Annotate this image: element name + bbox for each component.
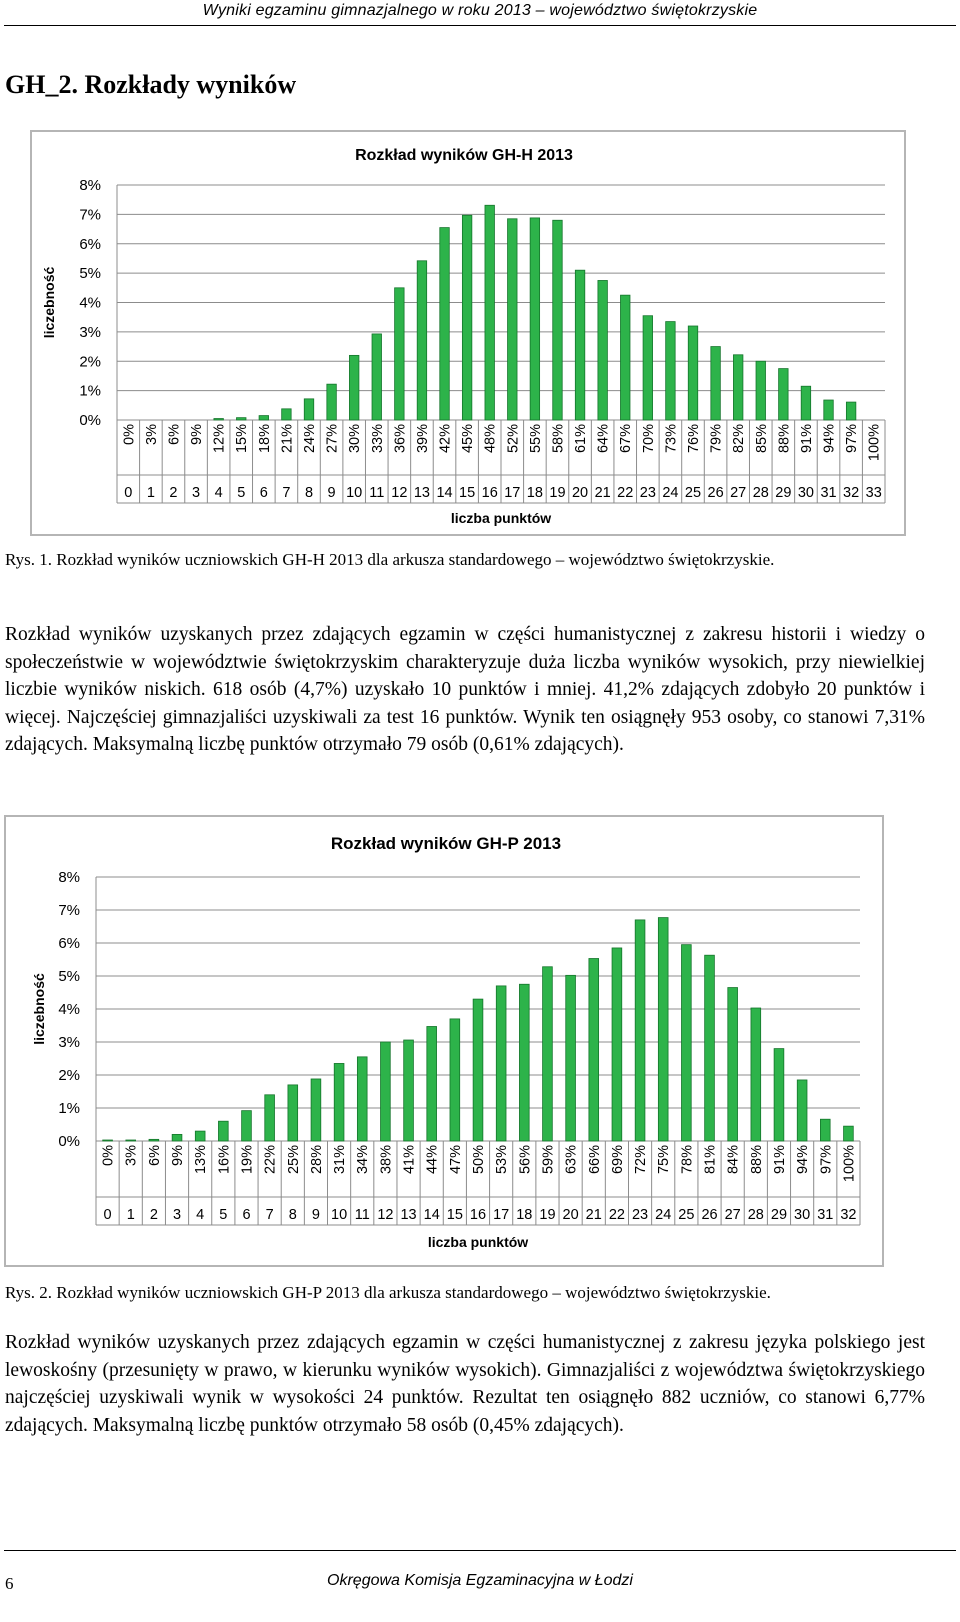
x-tick-label: 24 [662,485,679,501]
x-tick-label: 33 [865,485,882,501]
bar [440,228,449,420]
percent-tick-label: 48% [482,424,499,454]
percent-tick-label: 91% [771,1145,788,1175]
x-tick-label: 8 [304,485,314,501]
y-tick-label: 7% [58,902,80,919]
percent-tick-label: 97% [844,424,861,454]
percent-tick-label: 44% [424,1145,441,1175]
percent-tick-label: 100% [866,424,883,462]
percent-tick-label: 31% [332,1145,349,1175]
percent-tick-label: 88% [776,424,793,454]
x-tick-label: 29 [775,485,792,501]
footer-divider [4,1550,956,1551]
y-tick-label: 8% [58,869,80,886]
figure-2-text: Rozkład wyników uczniowskich GH-P 2013 dla arkusza standardowego – województwo świętokrzyskie. [56,1283,771,1302]
x-tick-label: 6 [259,485,268,501]
x-tick-label: 19 [539,1207,556,1223]
y-tick-label: 5% [58,968,80,985]
percent-tick-label: 53% [494,1145,511,1175]
x-tick-label: 23 [631,1207,649,1223]
percent-tick-label: 45% [460,424,477,454]
percent-tick-label: 0% [121,424,138,445]
percent-tick-label: 13% [193,1145,210,1175]
x-tick-label: 7 [282,485,291,501]
bar [635,920,645,1141]
bar [643,316,652,420]
figure-2-caption [5,1282,771,1304]
percent-tick-label: 64% [595,424,612,454]
y-tick-label: 6% [79,235,101,253]
percent-tick-label: 67% [618,424,635,454]
x-tick-label: 18 [526,485,543,501]
bar [756,361,765,420]
paragraph-gh-h: Rozkład wyników uzyskanych przez zdających egzamin w części humanistycznej z zakresu historii i wiedzy o społeczeństwie w województwie świętokrzyskim charakteryzuje duża liczba wyników wysokich, przy niewielkiej liczbie wyników niskich. 618 osób (4,7%) uzyskało 10 punktów i mniej. 41,2% zdających zdobyło 20 punktów i więcej. Najczęściej gimnazjaliści uzyskiwali za test 16 punktów. Wynik ten osiągnęły 953 osoby, co stanowi 7,31% zdających. Maksymalną liczbę punktów otrzymało 79 osób (0,61% zdających). [5,624,925,755]
x-tick-label: 11 [354,1207,370,1223]
bar [327,384,336,420]
bar [612,948,622,1141]
bar [149,1139,159,1141]
bar [372,334,381,420]
percent-tick-label: 9% [189,424,206,445]
percent-tick-label: 81% [702,1145,719,1175]
chart-gh-p [4,815,884,1267]
x-tick-label: 18 [516,1207,533,1223]
figure-1-label: Rys. 1. [5,550,53,569]
x-tick-label: 14 [423,1207,440,1223]
x-tick-label: 7 [265,1207,274,1223]
y-tick-label: 1% [58,1100,80,1117]
percent-tick-label: 72% [633,1145,650,1175]
y-tick-label: 7% [79,206,101,224]
y-axis-title: liczebność [41,266,57,339]
x-tick-label: 28 [752,485,769,501]
bar [824,400,833,420]
bar [214,419,223,420]
bar [218,1121,228,1141]
percent-tick-label: 70% [640,424,657,454]
bar [733,355,742,420]
y-tick-label: 2% [58,1067,80,1084]
y-tick-label: 6% [58,935,80,952]
x-tick-label: 10 [346,485,363,501]
x-tick-label: 15 [459,485,476,501]
x-tick-label: 15 [446,1207,463,1223]
percent-tick-label: 30% [347,424,364,454]
bar [779,369,788,420]
bar [543,967,553,1141]
percent-tick-label: 69% [609,1145,626,1175]
x-tick-label: 0 [124,485,133,501]
x-tick-label: 31 [820,485,837,501]
bar [311,1079,321,1141]
percent-tick-label: 50% [471,1145,487,1175]
bar [462,215,471,420]
bar [751,1008,761,1141]
percent-tick-label: 3% [143,424,160,445]
bar [485,205,494,420]
x-tick-label: 30 [797,485,815,501]
x-tick-label: 0 [103,1207,112,1223]
bar [658,918,668,1141]
percent-tick-label: 61% [573,424,590,454]
x-tick-label: 31 [817,1207,834,1223]
bar [259,416,268,420]
x-tick-label: 14 [436,485,453,501]
percent-tick-label: 27% [324,424,341,454]
x-tick-label: 27 [730,485,747,501]
x-tick-label: 13 [400,1207,417,1223]
bar [728,988,738,1141]
percent-tick-label: 6% [166,424,183,445]
bar [620,295,629,420]
y-tick-label: 8% [79,177,101,194]
percent-tick-label: 38% [378,1145,395,1175]
bar [265,1095,275,1141]
chart-title: Rozkład wyników GH-P 2013 [330,834,562,853]
x-tick-label: 30 [794,1207,811,1223]
bar [242,1111,252,1141]
bar [496,986,506,1141]
bar [427,1026,437,1141]
chart-gh-h [30,130,906,536]
bar [126,1140,136,1141]
x-tick-label: 32 [840,1207,857,1223]
x-tick-label: 2 [169,485,178,501]
percent-tick-label: 18% [256,424,273,454]
x-tick-label: 13 [413,485,431,501]
x-tick-label: 20 [562,1207,579,1223]
x-tick-label: 9 [327,485,336,501]
percent-tick-label: 25% [285,1145,302,1175]
bar [381,1042,391,1141]
y-tick-label: 4% [79,294,101,312]
bar [688,326,697,420]
x-tick-label: 21 [585,1207,602,1223]
y-tick-label: 0% [58,1133,80,1150]
percent-tick-label: 12% [211,424,228,454]
bar [195,1131,205,1141]
x-tick-label: 32 [843,485,860,501]
percent-tick-label: 76% [686,424,702,454]
percent-tick-label: 19% [239,1145,256,1175]
percent-tick-label: 39% [414,424,431,454]
x-tick-label: 25 [678,1207,695,1223]
percent-tick-label: 78% [679,1145,696,1175]
bar [553,220,562,420]
bar [450,1019,460,1141]
x-tick-label: 27 [724,1207,741,1223]
percent-tick-label: 41% [401,1145,418,1175]
footer-text: Okręgowa Komisja Egzaminacyjna w Łodzi [327,1572,633,1589]
percent-tick-label: 75% [656,1145,673,1175]
percent-tick-label: 47% [447,1145,464,1175]
percent-tick-label: 55% [527,424,544,454]
bar [334,1063,344,1141]
x-tick-label: 8 [288,1207,297,1223]
bar [519,984,529,1141]
x-axis-title: liczba punktów [450,510,552,526]
bar [417,261,426,420]
bar [304,399,313,420]
x-tick-label: 24 [655,1207,672,1223]
running-header: Wyniki egzaminu gimnazjalnego w roku 2013 – województwo świętokrzyskie [202,2,758,19]
bar [598,280,607,420]
x-tick-label: 1 [126,1207,135,1223]
percent-tick-label: 58% [550,424,567,454]
bar [508,219,517,420]
bar [711,347,720,420]
bar [395,288,404,420]
x-tick-label: 4 [196,1207,205,1223]
x-tick-label: 9 [311,1207,320,1223]
y-tick-label: 3% [79,323,101,341]
x-tick-label: 20 [571,485,589,501]
page-number: 6 [5,1574,14,1593]
percent-tick-label: 82% [731,424,748,454]
bar [473,999,483,1141]
bar [103,1140,113,1141]
percent-tick-label: 22% [262,1145,279,1175]
x-tick-label: 5 [237,485,246,501]
bar [566,975,576,1141]
x-tick-label: 17 [493,1207,510,1223]
bar [575,270,584,420]
percent-tick-label: 36% [392,424,409,454]
percent-tick-label: 94% [821,424,838,454]
percent-tick-label: 21% [279,424,296,454]
x-tick-label: 11 [369,485,385,501]
x-tick-label: 3 [192,485,201,501]
percent-tick-label: 15% [234,424,251,454]
bar [846,402,855,420]
percent-tick-label: 33% [369,424,386,454]
figure-2-label: Rys. 2. [5,1283,53,1302]
x-tick-label: 17 [504,485,521,501]
bar [774,1049,784,1141]
x-tick-label: 29 [770,1207,788,1223]
x-tick-label: 22 [608,1207,625,1223]
percent-tick-label: 84% [725,1145,742,1175]
bar [282,409,291,420]
header-divider [4,25,956,26]
x-tick-label: 12 [377,1207,394,1223]
percent-tick-label: 16% [216,1145,233,1175]
percent-tick-label: 88% [748,1145,765,1175]
y-tick-label: 1% [79,382,101,400]
percent-tick-label: 3% [123,1145,140,1166]
x-tick-label: 26 [701,1207,718,1223]
bar [820,1119,830,1141]
bar [682,945,692,1141]
x-tick-label: 10 [331,1207,348,1223]
bar [801,386,810,420]
percent-tick-label: 56% [517,1145,534,1175]
bar [844,1126,854,1141]
section-title: GH_2. Rozkłady wyników [5,70,297,99]
x-tick-label: 6 [242,1207,251,1223]
x-tick-label: 22 [617,485,634,501]
x-tick-label: 21 [594,485,611,501]
percent-tick-label: 97% [818,1145,835,1175]
percent-tick-label: 79% [708,424,725,454]
bar [236,418,245,420]
percent-tick-label: 6% [146,1145,163,1166]
x-tick-label: 16 [481,485,498,501]
bar [172,1134,182,1141]
chart-gh-p-svg [6,817,882,1265]
percent-tick-label: 28% [308,1145,325,1175]
x-tick-label: 2 [149,1207,158,1223]
x-tick-label: 23 [639,485,656,501]
percent-tick-label: 91% [798,424,815,454]
bar [589,959,599,1141]
x-tick-label: 1 [146,485,155,501]
x-tick-label: 16 [469,1207,487,1223]
percent-tick-label: 100% [841,1145,858,1183]
x-tick-label: 5 [219,1207,228,1223]
x-tick-label: 12 [391,485,408,501]
paragraph-gh-p: Rozkład wyników uzyskanych przez zdających egzamin w części humanistycznej z zakresu języka polskiego jest lewoskośny (przesunięty w prawo, w kierunku wyników wysokich). Gimnazjaliści z województwa świętokrzyskiego najczęściej uzyskiwali wynik w wysokości 24 punktów. Rezultat ten osiągnęło 882 uczniów, co stanowi 6,77% zdających. Maksymalną liczbę punktów otrzymało 58 osób (0,45% zdających). [5,1332,925,1436]
bar [357,1057,367,1141]
percent-tick-label: 66% [586,1145,603,1175]
percent-tick-label: 94% [795,1145,812,1175]
x-tick-label: 19 [549,485,566,501]
x-tick-label: 28 [747,1207,764,1223]
percent-tick-label: 85% [753,424,770,454]
y-tick-label: 4% [58,1001,80,1018]
percent-tick-label: 24% [302,424,318,454]
bar [530,218,539,420]
bar [797,1080,807,1141]
percent-tick-label: 42% [437,424,454,454]
x-tick-label: 26 [707,485,724,501]
y-tick-label: 0% [79,412,101,429]
bar [349,355,358,420]
percent-tick-label: 52% [505,424,522,454]
percent-tick-label: 9% [170,1145,187,1166]
x-tick-label: 4 [214,485,223,501]
y-axis-title: liczebność [31,973,47,1045]
chart-title: Rozkład wyników GH-H 2013 [355,147,573,164]
y-tick-label: 2% [79,353,101,371]
y-tick-label: 5% [79,265,101,283]
percent-tick-label: 63% [563,1145,580,1175]
bar [666,322,675,420]
percent-tick-label: 59% [540,1145,557,1175]
chart-gh-h-svg [32,132,904,534]
bar [404,1040,414,1141]
x-tick-label: 3 [172,1207,182,1223]
figure-1-text: Rozkład wyników uczniowskich GH-H 2013 dla arkusza standardowego – województwo świętokrzyskie. [56,550,775,569]
x-axis-title: liczba punktów [427,1234,529,1250]
x-tick-label: 25 [684,485,702,501]
figure-1-caption [5,549,925,571]
bar [705,955,715,1141]
percent-tick-label: 73% [663,424,680,454]
percent-tick-label: 0% [100,1145,117,1166]
y-tick-label: 3% [58,1034,80,1051]
percent-tick-label: 34% [355,1145,372,1175]
bar [288,1085,298,1141]
